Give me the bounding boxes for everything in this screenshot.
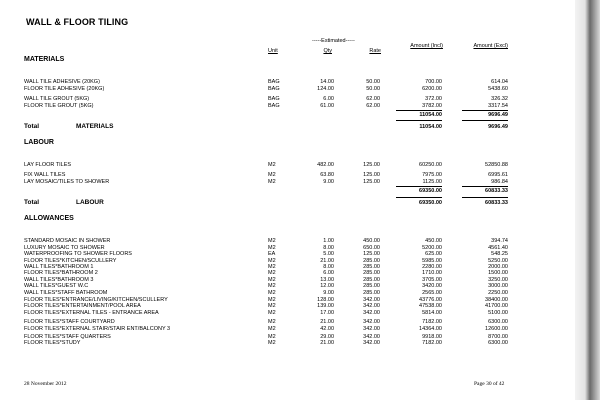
row-unit: M2 [268,245,276,251]
row-amount-excl: 326.32 [491,96,508,102]
amount-excl-header: Amount (Excl) [473,43,508,49]
row-description: WALL TILE GROUT (5KG) [24,96,90,102]
row-qty: 17.00 [320,310,334,316]
row-description: FLOOR TILES*EXTERNAL STAIR/STAIR ENT/BALCONY 3 [24,326,171,332]
row-description: WALL TILES*STAFF BATHROOM [24,290,108,296]
row-rate: 125.00 [363,162,380,168]
row-unit: M2 [268,303,276,309]
row-amount-incl: 3782.00 [422,103,442,109]
table-row [24,162,524,170]
labour-total-incl: 69350.00 [419,200,442,206]
row-amount-excl: 3317.54 [488,103,508,109]
row-qty: 139.00 [317,303,334,309]
labour-total-label: Total [24,199,40,206]
row-amount-excl: 614.04 [491,79,508,85]
row-amount-excl: 6300.00 [488,319,508,325]
row-description: LAY MOSAIC/TILES TO SHOWER [24,179,110,185]
row-rate: 125.00 [363,251,380,257]
row-description: WALL TILES*GUEST W.C [24,283,89,289]
materials-subtotal-excl: 9696.49 [488,112,508,118]
row-description: FLOOR TILES*STAFF COURTYARD [24,319,115,325]
row-qty: 13.00 [320,277,334,283]
row-amount-incl: 5985.00 [422,258,442,264]
page-edge-shadow [575,0,600,400]
row-description: WALL TILE ADHESIVE (20KG) [24,79,100,85]
row-qty: 124.00 [317,86,334,92]
subtotal-rule [462,110,508,111]
row-amount-incl: 47538.00 [419,303,442,309]
row-qty: 29.00 [320,334,334,340]
row-rate: 125.00 [363,172,380,178]
row-qty: 128.00 [317,297,334,303]
row-rate: 50.00 [366,86,380,92]
row-description: WALL TILES*BATHROOM 1 [24,264,94,270]
row-unit: M2 [268,297,276,303]
materials-total-incl: 11054.00 [419,124,442,130]
row-description: FLOOR TILES*KITCHEN/SCULLERY [24,258,117,264]
row-amount-incl: 372.00 [425,96,442,102]
row-qty: 21.00 [320,258,334,264]
row-qty: 21.00 [320,340,334,346]
row-qty: 63.80 [320,172,334,178]
table-row [24,86,524,94]
row-amount-excl: 2000.00 [488,264,508,270]
row-unit: M2 [268,290,276,296]
row-rate: 285.00 [363,264,380,270]
row-rate: 285.00 [363,290,380,296]
rate-header: Rate [369,48,381,54]
row-unit: M2 [268,334,276,340]
row-amount-incl: 7182.00 [422,319,442,325]
row-qty: 5.00 [323,251,334,257]
row-amount-excl: 52850.88 [485,162,508,168]
footer-page-number: Page 30 of 42 [474,381,505,387]
row-unit: M2 [268,238,276,244]
row-amount-excl: 6300.00 [488,340,508,346]
labour-total-excl: 60833.33 [485,200,508,206]
row-amount-incl: 2565.00 [422,290,442,296]
row-amount-incl: 1710.00 [422,270,442,276]
table-row [24,340,524,348]
subtotal-rule [462,197,508,198]
row-rate: 50.00 [366,79,380,85]
row-description: FLOOR TILES*BATHROOM 2 [24,270,98,276]
row-rate: 342.00 [363,297,380,303]
materials-total-name: MATERIALS [76,123,114,130]
materials-subtotal-incl: 11054.00 [419,112,442,118]
row-unit: M2 [268,179,276,185]
row-amount-excl: 986.84 [491,179,508,185]
row-unit: M2 [268,172,276,178]
row-rate: 285.00 [363,258,380,264]
labour-total-name: LABOUR [76,199,104,206]
row-amount-incl: 700.00 [425,79,442,85]
row-description: FLOOR TILE GROUT (5KG) [24,103,94,109]
table-row [24,179,524,187]
row-rate: 342.00 [363,303,380,309]
row-amount-incl: 450.00 [425,238,442,244]
row-description: LAY FLOOR TILES [24,162,72,168]
row-amount-excl: 2250.00 [488,290,508,296]
row-unit: BAG [268,79,280,85]
row-rate: 342.00 [363,340,380,346]
row-rate: 342.00 [363,310,380,316]
document-title: WALL & FLOOR TILING [26,17,129,27]
table-row [24,310,524,318]
materials-heading: MATERIALS [24,56,65,63]
row-amount-incl: 9918.00 [422,334,442,340]
row-amount-incl: 14364.00 [419,326,442,332]
row-amount-excl: 5250.00 [488,258,508,264]
estimated-header: -----Estimated----- [312,38,355,44]
row-rate: 62.00 [366,96,380,102]
row-amount-excl: 5100.00 [488,310,508,316]
row-amount-incl: 60250.00 [419,162,442,168]
row-amount-incl: 6200.00 [422,86,442,92]
row-unit: M2 [268,270,276,276]
row-qty: 9.00 [323,290,334,296]
subtotal-rule [396,120,442,121]
row-rate: 450.00 [363,238,380,244]
table-row [24,326,524,334]
row-qty: 61.00 [320,103,334,109]
row-qty: 1.00 [323,238,334,244]
row-unit: M2 [268,310,276,316]
row-amount-incl: 3705.00 [422,277,442,283]
row-qty: 8.00 [323,245,334,251]
row-description: LUXURY MOSAIC TO SHOWER [24,245,105,251]
row-unit: M2 [268,340,276,346]
row-amount-excl: 3000.00 [488,283,508,289]
row-description: STANDARD MOSAIC IN SHOWER [24,238,111,244]
labour-subtotal-excl: 60833.33 [485,188,508,194]
row-description: FIX WALL TILES [24,172,66,178]
row-unit: EA [268,251,276,257]
row-qty: 482.00 [317,162,334,168]
row-amount-excl: 6995.61 [488,172,508,178]
row-qty: 14.00 [320,79,334,85]
unit-header: Unit [268,48,278,54]
row-amount-incl: 7182.00 [422,340,442,346]
row-amount-excl: 4561.40 [488,245,508,251]
row-rate: 342.00 [363,334,380,340]
row-description: FLOOR TILES*EXTERNAL TILES - ENTRANCE AREA [24,310,159,316]
row-qty: 42.00 [320,326,334,332]
row-unit: BAG [268,103,280,109]
row-rate: 342.00 [363,326,380,332]
row-unit: BAG [268,86,280,92]
row-qty: 12.00 [320,283,334,289]
row-description: WALL TILES*BATHROOM 3 [24,277,94,283]
subtotal-rule [396,197,442,198]
amount-incl-header: Amount (Incl) [410,43,443,49]
materials-total-label: Total [24,123,40,130]
row-unit: M2 [268,264,276,270]
row-rate: 285.00 [363,277,380,283]
row-qty: 6.00 [323,270,334,276]
row-description: FLOOR TILES*ENTERTAINMENT/POOL AREA [24,303,141,309]
subtotal-rule [462,186,508,187]
row-amount-excl: 38400.00 [485,297,508,303]
row-unit: M2 [268,283,276,289]
row-rate: 285.00 [363,283,380,289]
row-unit: BAG [268,96,280,102]
allowances-heading: ALLOWANCES [24,215,74,222]
row-amount-incl: 625.00 [425,251,442,257]
row-amount-excl: 1500.00 [488,270,508,276]
row-description: WATERPROOFING TO SHOWER FLOORS [24,251,132,257]
table-row [24,103,524,111]
row-qty: 6.00 [323,96,334,102]
row-amount-excl: 548.25 [491,251,508,257]
subtotal-rule [396,110,442,111]
row-unit: M2 [268,258,276,264]
row-amount-excl: 5438.60 [488,86,508,92]
row-qty: 8.00 [323,264,334,270]
qty-header: Qty [323,48,332,54]
row-rate: 62.00 [366,103,380,109]
labour-heading: LABOUR [24,139,54,146]
row-description: FLOOR TILES*ENTRANCE/LIVING/KITCHEN/SCULLERY [24,297,168,303]
row-amount-incl: 5814.00 [422,310,442,316]
row-amount-excl: 3250.00 [488,277,508,283]
row-rate: 125.00 [363,179,380,185]
row-amount-incl: 3420.00 [422,283,442,289]
row-amount-excl: 394.74 [491,238,508,244]
subtotal-rule [396,186,442,187]
row-description: FLOOR TILES*STUDY [24,340,81,346]
materials-total-excl: 9696.49 [488,124,508,130]
row-amount-excl: 41700.00 [485,303,508,309]
row-amount-incl: 1125.00 [422,179,442,185]
row-rate: 285.00 [363,270,380,276]
row-qty: 21.00 [320,319,334,325]
row-amount-excl: 12600.00 [485,326,508,332]
row-amount-incl: 2280.00 [422,264,442,270]
row-amount-incl: 5200.00 [422,245,442,251]
row-description: FLOOR TILE ADHESIVE (20KG) [24,86,105,92]
subtotal-rule [462,120,508,121]
row-rate: 342.00 [363,319,380,325]
row-unit: M2 [268,162,276,168]
row-unit: M2 [268,326,276,332]
row-amount-excl: 8700.00 [488,334,508,340]
row-unit: M2 [268,277,276,283]
row-amount-incl: 43776.00 [419,297,442,303]
row-qty: 9.00 [323,179,334,185]
row-amount-incl: 7975.00 [422,172,442,178]
row-unit: M2 [268,319,276,325]
labour-subtotal-incl: 69350.00 [419,188,442,194]
row-description: FLOOR TILES*STAFF QUARTERS [24,334,111,340]
row-rate: 650.00 [363,245,380,251]
footer-date: 28 November 2012 [24,381,67,387]
